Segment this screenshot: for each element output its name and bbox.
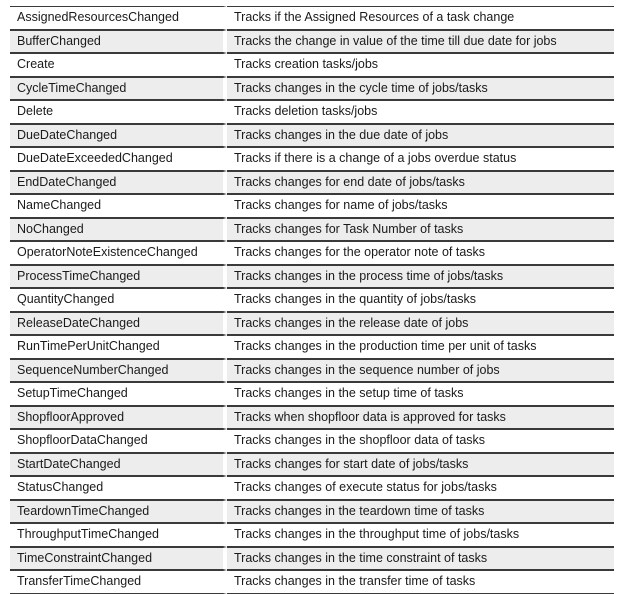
event-name-cell: ReleaseDateChanged <box>10 312 227 336</box>
event-name-cell: CycleTimeChanged <box>10 77 227 101</box>
event-name-cell: SequenceNumberChanged <box>10 359 227 383</box>
table-row <box>10 335 614 359</box>
event-name-cell: QuantityChanged <box>10 288 227 312</box>
event-name-cell: BufferChanged <box>10 30 227 54</box>
event-description-cell: Tracks changes in the throughput time of jobs/tasks <box>227 523 614 547</box>
table-row <box>10 570 614 594</box>
event-name-cell: EndDateChanged <box>10 171 227 195</box>
table-row <box>10 77 614 101</box>
event-description-cell: Tracks if there is a change of a jobs overdue status <box>227 147 614 171</box>
table-row <box>10 147 614 171</box>
event-name-cell: OperatorNoteExistenceChanged <box>10 241 227 265</box>
event-table-container <box>10 6 614 594</box>
event-description-cell: Tracks changes for end date of jobs/tasks <box>227 171 614 195</box>
event-name-cell: AssignedResourcesChanged <box>10 6 227 30</box>
event-name-cell: RunTimePerUnitChanged <box>10 335 227 359</box>
table-row <box>10 523 614 547</box>
table-row <box>10 265 614 289</box>
event-description-cell: Tracks changes in the process time of jobs/tasks <box>227 265 614 289</box>
table-row <box>10 30 614 54</box>
event-description-cell: Tracks changes in the due date of jobs <box>227 124 614 148</box>
event-name-cell: ProcessTimeChanged <box>10 265 227 289</box>
event-description-cell: Tracks changes in the time constraint of tasks <box>227 547 614 571</box>
event-description-cell: Tracks changes in the quantity of jobs/tasks <box>227 288 614 312</box>
event-name-cell: Delete <box>10 100 227 124</box>
table-row <box>10 476 614 500</box>
event-name-cell: ShopfloorApproved <box>10 406 227 430</box>
event-name-cell: Create <box>10 53 227 77</box>
table-row <box>10 429 614 453</box>
event-name-cell: ThroughputTimeChanged <box>10 523 227 547</box>
event-description-cell: Tracks changes in the setup time of tasks <box>227 382 614 406</box>
event-description-cell: Tracks changes in the cycle time of jobs/tasks <box>227 77 614 101</box>
table-row <box>10 406 614 430</box>
event-description-cell: Tracks changes in the release date of jobs <box>227 312 614 336</box>
table-row <box>10 453 614 477</box>
event-name-cell: StatusChanged <box>10 476 227 500</box>
table-row <box>10 288 614 312</box>
table-row <box>10 312 614 336</box>
event-description-cell: Tracks changes for the operator note of tasks <box>227 241 614 265</box>
event-description-cell: Tracks creation tasks/jobs <box>227 53 614 77</box>
event-name-cell: DueDateExceededChanged <box>10 147 227 171</box>
event-description-cell: Tracks deletion tasks/jobs <box>227 100 614 124</box>
event-description-cell: Tracks changes for start date of jobs/tasks <box>227 453 614 477</box>
event-description-cell: Tracks changes in the transfer time of tasks <box>227 570 614 594</box>
event-description-cell: Tracks changes in the teardown time of tasks <box>227 500 614 524</box>
table-row <box>10 124 614 148</box>
table-row <box>10 100 614 124</box>
table-row <box>10 218 614 242</box>
event-name-cell: TransferTimeChanged <box>10 570 227 594</box>
table-row <box>10 171 614 195</box>
event-description-cell: Tracks the change in value of the time till due date for jobs <box>227 30 614 54</box>
table-row <box>10 382 614 406</box>
event-description-cell: Tracks changes in the sequence number of jobs <box>227 359 614 383</box>
event-name-cell: TimeConstraintChanged <box>10 547 227 571</box>
table-row <box>10 6 614 30</box>
table-row <box>10 500 614 524</box>
table-row <box>10 547 614 571</box>
event-name-cell: TeardownTimeChanged <box>10 500 227 524</box>
event-description-cell: Tracks if the Assigned Resources of a task change <box>227 6 614 30</box>
event-description-cell: Tracks changes of execute status for jobs/tasks <box>227 476 614 500</box>
event-table-body <box>10 6 614 594</box>
event-name-cell: StartDateChanged <box>10 453 227 477</box>
table-row <box>10 359 614 383</box>
event-table <box>10 6 614 594</box>
event-description-cell: Tracks changes for name of jobs/tasks <box>227 194 614 218</box>
event-name-cell: SetupTimeChanged <box>10 382 227 406</box>
event-description-cell: Tracks when shopfloor data is approved for tasks <box>227 406 614 430</box>
table-row <box>10 241 614 265</box>
event-name-cell: ShopfloorDataChanged <box>10 429 227 453</box>
table-row <box>10 53 614 77</box>
event-name-cell: NoChanged <box>10 218 227 242</box>
event-name-cell: NameChanged <box>10 194 227 218</box>
event-description-cell: Tracks changes in the production time per unit of tasks <box>227 335 614 359</box>
event-description-cell: Tracks changes in the shopfloor data of tasks <box>227 429 614 453</box>
event-name-cell: DueDateChanged <box>10 124 227 148</box>
table-row <box>10 194 614 218</box>
event-description-cell: Tracks changes for Task Number of tasks <box>227 218 614 242</box>
